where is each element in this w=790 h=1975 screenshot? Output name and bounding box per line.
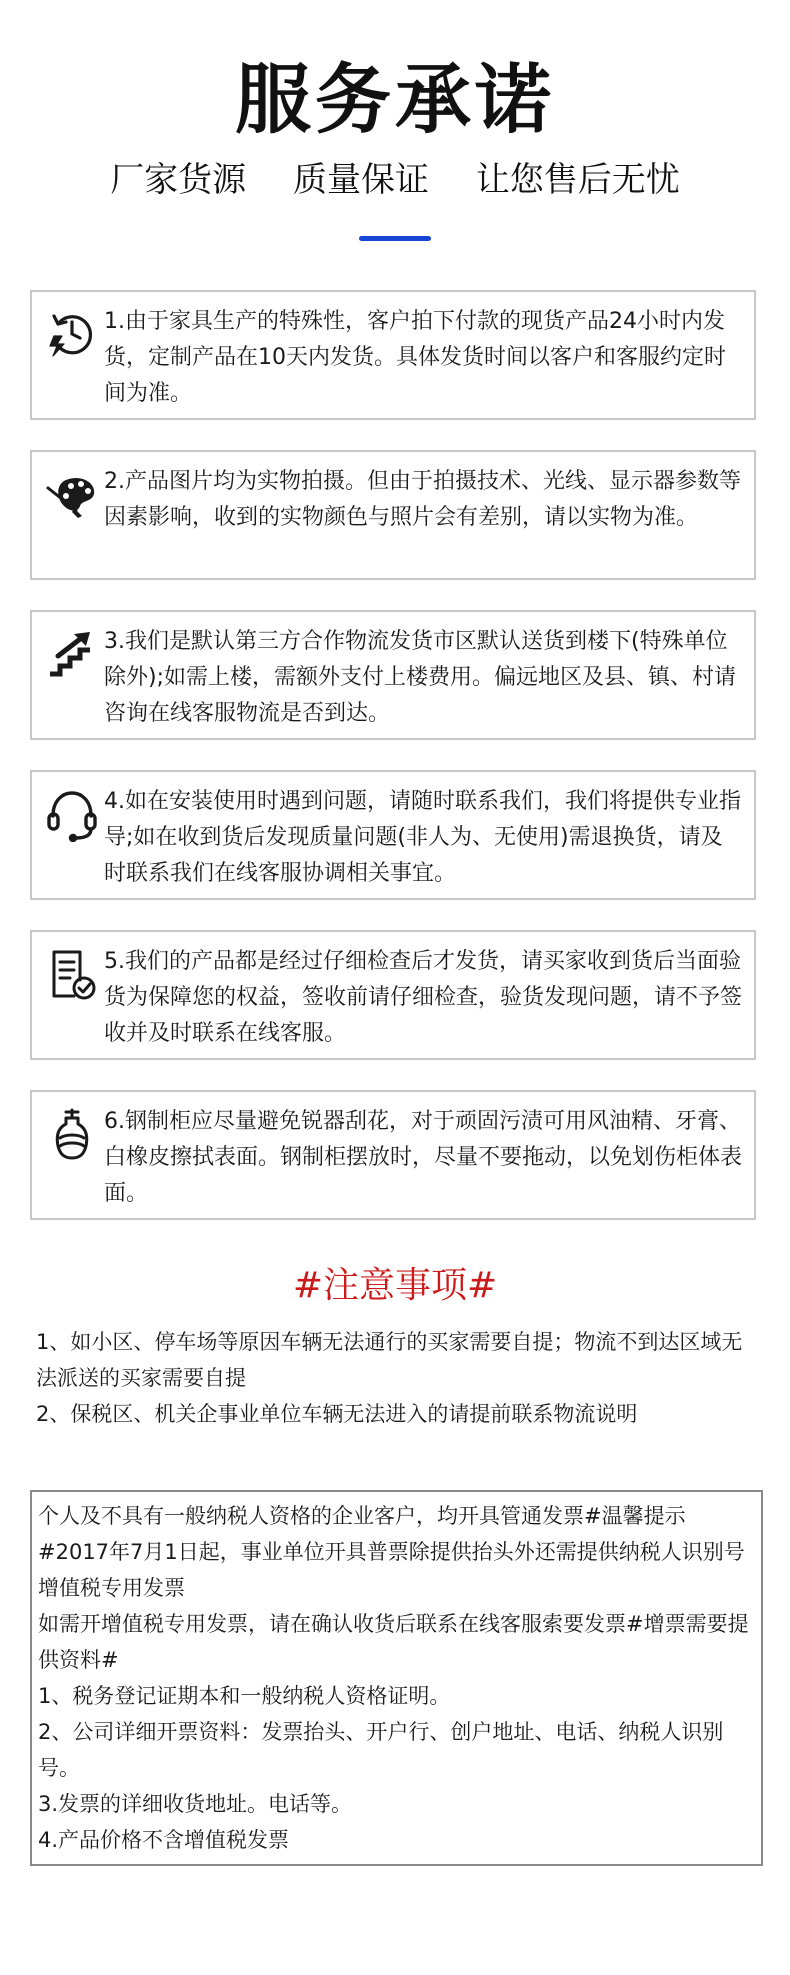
promise-card-text: 6.钢制柜应尽量避免锐器刮花，对于顽固污渍可用风油精、牙膏、白橡皮擦拭表面。钢制柜摆放时，尽量不要拖动，以免划伤柜体表面。 (104, 1109, 743, 1206)
invoice-info-box (30, 1490, 763, 1866)
page-title: 服务承诺 (235, 55, 555, 144)
promise-card-text: 1.由于家具生产的特殊性，客户拍下付款的现货产品24小时内发货，定制产品在10天内发货。具体发货时间以客户和客服约定时间为准。 (104, 309, 726, 406)
promise-card-text: 5.我们的产品都是经过仔细检查后才发货，请买家收到货后当面验货为保障您的权益，签收前请仔细检查，验货发现问题，请不予签收并及时联系在线客服。 (104, 949, 743, 1046)
invoice-line: 2、公司详细开票资料：发票抬头、开户行、创户地址、电话、纳税人识别号。 (38, 1720, 724, 1780)
subtitle-factory-source: 厂家货源 (110, 160, 247, 200)
promise-card-text: 2.产品图片均为实物拍摄。但由于拍摄技术、光线、显示器参数等因素影响，收到的实物颜色与照片会有差别，请以实物为准。 (104, 469, 741, 530)
invoice-line: 1、税务登记证期本和一般纳税人资格证明。 (38, 1684, 451, 1708)
promise-card-product-photos (30, 450, 756, 580)
paint-palette-icon (44, 466, 100, 522)
promise-card-text: 3.我们是默认第三方合作物流发货市区默认送货到楼下(特殊单位除外);如需上楼，需额外支付上楼费用。偏远地区及县、镇、村请咨询在线客服物流是否到达。 (104, 629, 736, 726)
headset-icon (44, 786, 100, 842)
invoice-line: 4.产品价格不含增值税发票 (38, 1828, 290, 1852)
notice-item: 1、如小区、停车场等原因车辆无法通行的买家需要自提；物流不到达区域无法派送的买家需要自提 (36, 1330, 743, 1390)
clock-lightning-icon (44, 306, 100, 362)
promise-card-steel-cabinet-care (30, 1090, 756, 1220)
notice-list (36, 1324, 761, 1432)
promise-card-text: 4.如在安装使用时遇到问题，请随时联系我们，我们将提供专业指导;如在收到货后发现质量问题(非人为、无使用)需退换货，请及时联系我们在线客服协调相关事宜。 (104, 789, 741, 886)
invoice-line: 如需开增值税专用发票，请在确认收货后联系在线客服索要发票#增票需要提供资料# (38, 1612, 749, 1672)
promise-card-delivery (30, 610, 756, 740)
promise-card-inspection (30, 930, 756, 1060)
subtitle-quality-guarantee: 质量保证 (293, 160, 429, 200)
subtitle-after-sales: 让您售后无忧 (475, 160, 680, 200)
checklist-icon (44, 946, 100, 1002)
promise-card-support (30, 770, 756, 900)
invoice-line: 个人及不具有一般纳税人资格的企业客户，均开具管通发票#温馨提示#2017年7月1日起，事业单位开具普票除提供抬头外还需提供纳税人识别号 (38, 1504, 745, 1564)
notice-title: #注意事项# (292, 1265, 498, 1306)
title-underline (359, 236, 431, 241)
spray-bottle-icon (44, 1106, 100, 1162)
promise-card-shipping-time (30, 290, 756, 420)
subtitle-row (0, 158, 790, 202)
notice-item: 2、保税区、机关企事业单位车辆无法进入的请提前联系物流说明 (36, 1402, 638, 1426)
stairs-up-icon (44, 626, 100, 682)
invoice-line: 3.发票的详细收货地址。电话等。 (38, 1792, 353, 1816)
invoice-line: 增值税专用发票 (38, 1576, 185, 1600)
